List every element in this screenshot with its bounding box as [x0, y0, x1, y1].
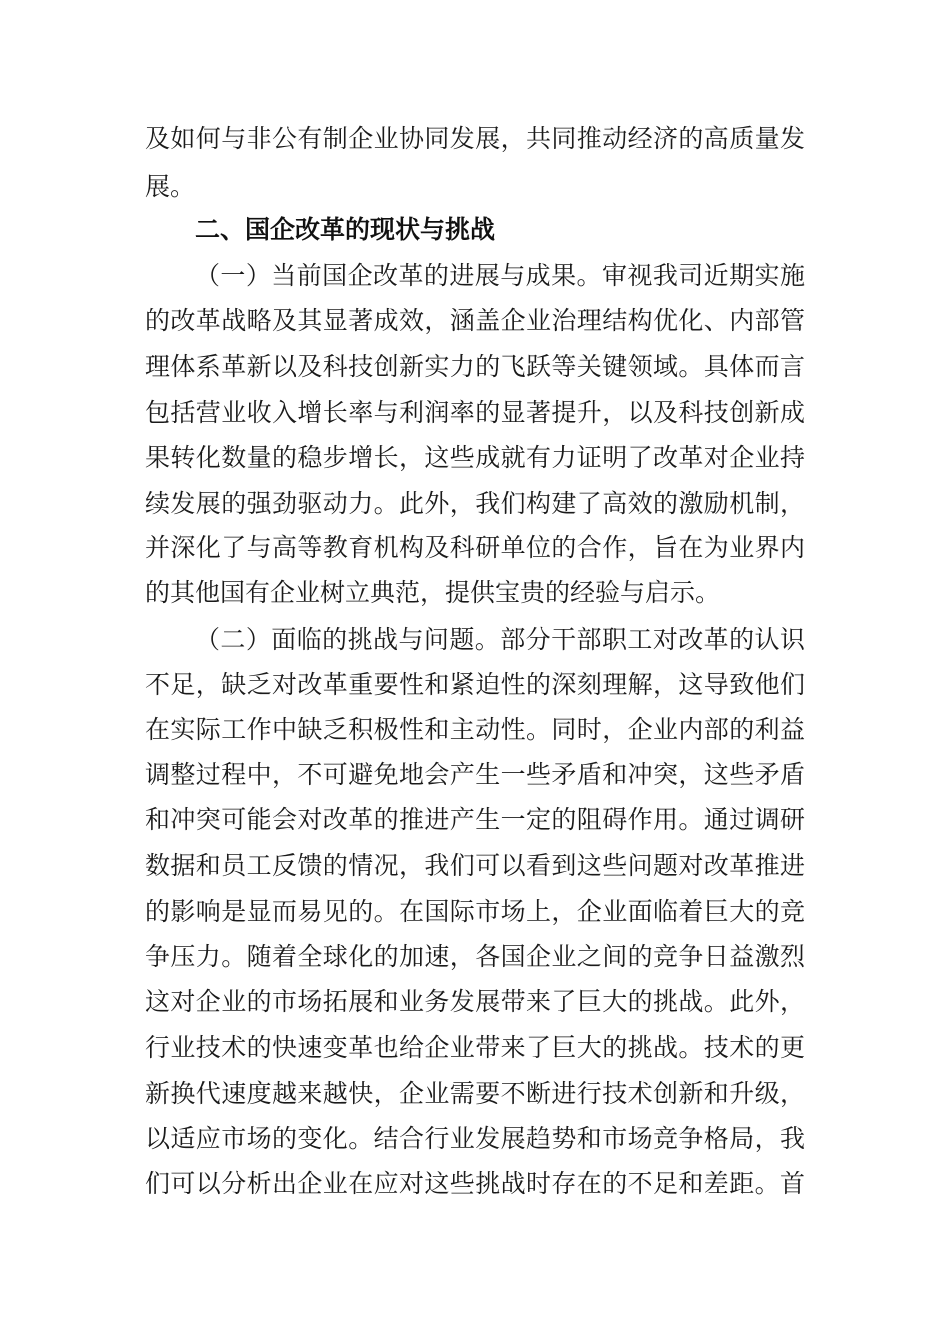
body-text-line: 和冲突可能会对改革的推进产生一定的阻碍作用。通过调研 — [145, 805, 805, 834]
body-text-line: 在实际工作中缺乏积极性和主动性。同时，企业内部的利益 — [145, 715, 805, 744]
body-text-line: 的其他国有企业树立典范，提供宝贵的经验与启示。 — [145, 578, 721, 607]
body-text-line: 新换代速度越来越快，企业需要不断进行技术创新和升级， — [145, 1079, 805, 1108]
body-text-line: 的影响是显而易见的。在国际市场上，企业面临着巨大的竞 — [145, 897, 805, 926]
body-text-line: 包括营业收入增长率与利润率的显著提升，以及科技创新成 — [145, 398, 805, 427]
paragraph-first-line: （一）当前国企改革的进展与成果。审视我司近期实施 — [195, 261, 805, 290]
body-text-line: 果转化数量的稳步增长，这些成就有力证明了改革对企业持 — [145, 443, 805, 472]
body-text-line: 并深化了与高等教育机构及科研单位的合作，旨在为业界内 — [145, 533, 805, 562]
body-text-line: 争压力。随着全球化的加速，各国企业之间的竞争日益激烈 — [145, 942, 805, 971]
paragraph-first-line: （二）面临的挑战与问题。部分干部职工对改革的认识 — [195, 625, 805, 654]
body-text-line: 们可以分析出企业在应对这些挑战时存在的不足和差距。首 — [145, 1169, 805, 1198]
body-text-line: 续发展的强劲驱动力。此外，我们构建了高效的激励机制， — [145, 489, 805, 518]
section-heading: 二、国企改革的现状与挑战 — [195, 215, 496, 244]
body-text-line: 理体系革新以及科技创新实力的飞跃等关键领域。具体而言 — [145, 352, 805, 381]
body-text-line: 这对企业的市场拓展和业务发展带来了巨大的挑战。此外， — [145, 987, 805, 1016]
body-text-line: 调整过程中，不可避免地会产生一些矛盾和冲突，这些矛盾 — [145, 760, 805, 789]
body-text-line: 不足，缺乏对改革重要性和紧迫性的深刻理解，这导致他们 — [145, 670, 805, 699]
body-text-line: 展。 — [145, 172, 196, 201]
body-text-line: 的改革战略及其显著成效，涵盖企业治理结构优化、内部管 — [145, 306, 805, 335]
body-text-line: 及如何与非公有制企业协同发展，共同推动经济的高质量发 — [145, 124, 805, 153]
body-text-line: 以适应市场的变化。结合行业发展趋势和市场竞争格局，我 — [145, 1124, 805, 1153]
body-text-line: 数据和员工反馈的情况，我们可以看到这些问题对改革推进 — [145, 851, 805, 880]
body-text-line: 行业技术的快速变革也给企业带来了巨大的挑战。技术的更 — [145, 1033, 805, 1062]
